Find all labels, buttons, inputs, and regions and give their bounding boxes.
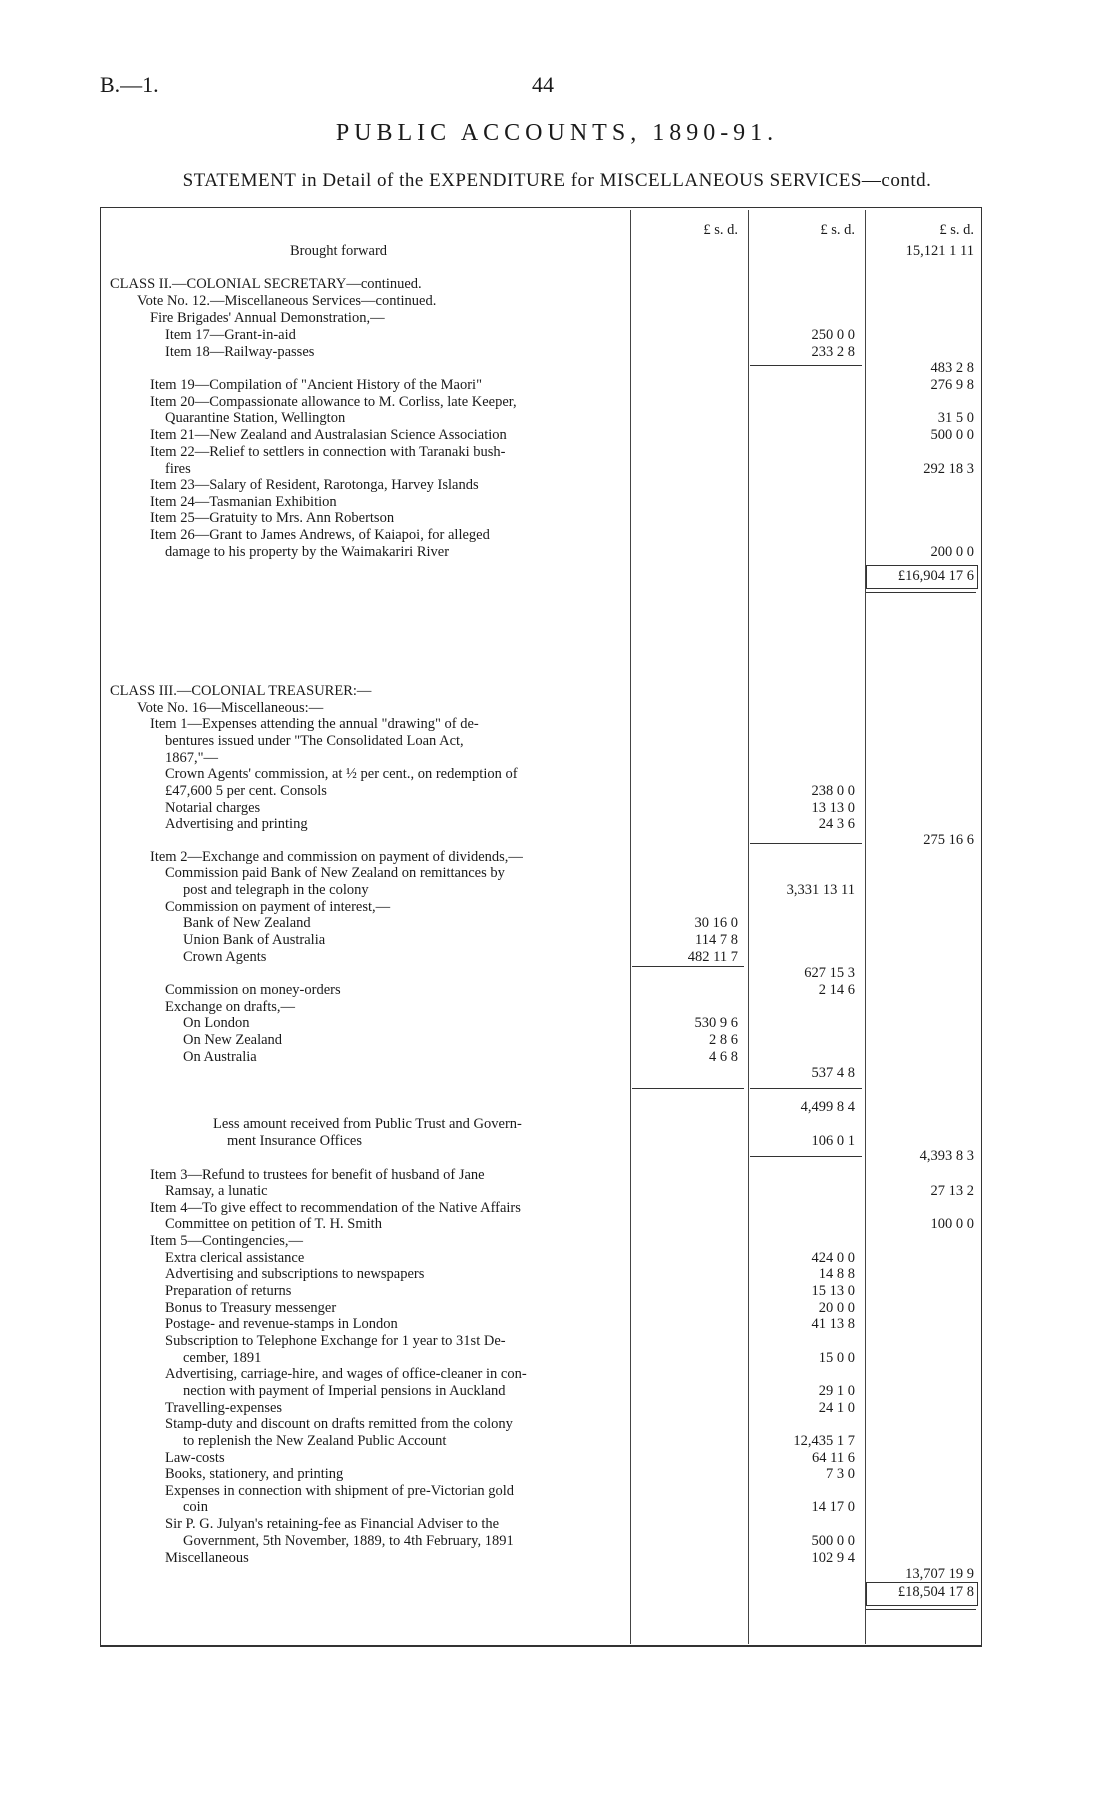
amount-c3: 200 0 0: [930, 544, 974, 560]
amount-c2: 15 0 0: [818, 1350, 855, 1366]
amount-c2: 64 11 6: [812, 1450, 855, 1466]
column-header: £ s. d.: [939, 222, 974, 238]
ledger-line-text: Advertising, carriage-hire, and wages of office-cleaner in con-: [165, 1366, 527, 1382]
page-number: 44: [532, 72, 554, 97]
ledger-line-text: coin: [183, 1499, 208, 1515]
ledger-line-text: Item 22—Relief to settlers in connection with Taranaki bush-: [150, 444, 506, 460]
ledger-line-text: Item 2—Exchange and commission on payment of dividends,—: [150, 849, 523, 865]
amount-c3: 31 5 0: [937, 410, 974, 426]
amount-c2: 424 0 0: [811, 1250, 855, 1266]
ledger-line-text: Less amount received from Public Trust and Govern-: [213, 1116, 522, 1132]
total-box: [866, 565, 978, 589]
rule-line: [866, 1609, 976, 1610]
ledger-line-text: Crown Agents: [183, 949, 267, 965]
ledger-line-text: CLASS II.—COLONIAL SECRETARY—continued.: [110, 276, 422, 292]
amount-c2: 500 0 0: [811, 1533, 855, 1549]
amount-c1: 2 8 6: [709, 1032, 738, 1048]
document-code: B.—1.: [100, 72, 159, 97]
amount-c3: 100 0 0: [930, 1216, 974, 1232]
ledger-line-text: £47,600 5 per cent. Consols: [165, 783, 327, 799]
ledger-line-text: Books, stationery, and printing: [165, 1466, 344, 1482]
rule-line: [632, 966, 744, 967]
statement-subtitle: STATEMENT in Detail of the EXPENDITURE for MISCELLANEOUS SERVICES—contd.: [182, 170, 932, 191]
ledger-line-text: nection with payment of Imperial pensions in Auckland: [183, 1383, 506, 1399]
rule-line: [750, 1156, 862, 1157]
amount-c3: 15,121 1 11: [905, 243, 974, 259]
column-header: £ s. d.: [703, 222, 738, 238]
ledger-line-text: CLASS III.—COLONIAL TREASURER:—: [110, 683, 372, 699]
ledger-line-text: 1867,"—: [165, 750, 219, 766]
amount-c2: 13 13 0: [811, 800, 855, 816]
amount-c3: £16,904 17 6: [897, 568, 974, 584]
amount-c3: 13,707 19 9: [905, 1566, 974, 1582]
ledger-line-text: Union Bank of Australia: [183, 932, 326, 948]
ledger-line-text: Bonus to Treasury messenger: [165, 1300, 337, 1316]
ledger-line-text: Fire Brigades' Annual Demonstration,—: [150, 310, 385, 326]
ledger-line-text: Brought forward: [290, 243, 388, 259]
rule-line: [866, 592, 976, 593]
amount-c3: 276 9 8: [930, 377, 974, 393]
ledger-line-text: Postage- and revenue-stamps in London: [165, 1316, 398, 1332]
ledger-line-text: Item 19—Compilation of "Ancient History of the Maori": [150, 377, 482, 393]
ledger-line-text: post and telegraph in the colony: [183, 882, 369, 898]
ledger-line-text: Stamp-duty and discount on drafts remitted from the colony: [165, 1416, 513, 1432]
ledger-line-text: damage to his property by the Waimakariri River: [165, 544, 450, 560]
rule-line: [632, 1088, 744, 1089]
amount-c2: 41 13 8: [811, 1316, 855, 1332]
ledger-line-text: Miscellaneous: [165, 1550, 249, 1566]
amount-c2: 250 0 0: [811, 327, 855, 343]
amount-c2: 106 0 1: [811, 1133, 855, 1149]
ledger-line-text: cember, 1891: [183, 1350, 262, 1366]
ledger-line-text: Travelling-expenses: [165, 1400, 283, 1416]
amount-c3: £18,504 17 8: [897, 1584, 974, 1600]
amount-c1: 482 11 7: [687, 949, 738, 965]
page-title: PUBLIC ACCOUNTS, 1890-91.: [335, 120, 779, 146]
ledger-line-text: fires: [165, 461, 191, 477]
amount-c2: 20 0 0: [818, 1300, 855, 1316]
ledger-line-text: On New Zealand: [183, 1032, 283, 1048]
amount-c3: 275 16 6: [923, 832, 974, 848]
amount-c3: 500 0 0: [930, 427, 974, 443]
ledger-line-text: Item 21—New Zealand and Australasian Science Association: [150, 427, 507, 443]
rule-line: [750, 843, 862, 844]
amount-c2: 15 13 0: [811, 1283, 855, 1299]
column-header: £ s. d.: [820, 222, 855, 238]
amount-c2: 24 3 6: [818, 816, 855, 832]
ledger-line-text: Item 24—Tasmanian Exhibition: [150, 494, 337, 510]
ledger-line-text: Exchange on drafts,—: [165, 999, 296, 1015]
ledger-line-text: Item 17—Grant-in-aid: [165, 327, 296, 343]
amount-c2: 233 2 8: [811, 344, 855, 360]
ledger-line-text: Bank of New Zealand: [183, 915, 311, 931]
ledger-line-text: Law-costs: [165, 1450, 225, 1466]
amount-c2: 102 9 4: [811, 1550, 855, 1566]
amount-c2: 3,331 13 11: [786, 882, 855, 898]
ledger-line-text: Sir P. G. Julyan's retaining-fee as Financial Adviser to the: [165, 1516, 500, 1532]
ledger-line-text: Committee on petition of T. H. Smith: [165, 1216, 382, 1232]
rule-line: [750, 365, 862, 366]
amount-c1: 530 9 6: [694, 1015, 738, 1031]
ledger-line-text: Item 26—Grant to James Andrews, of Kaiapoi, for alleged: [150, 527, 490, 543]
ledger-line-text: Item 1—Expenses attending the annual "drawing" of de-: [150, 716, 479, 732]
ledger-line-text: ment Insurance Offices: [227, 1133, 363, 1149]
amount-c2: 238 0 0: [811, 783, 855, 799]
ledger-line-text: Extra clerical assistance: [165, 1250, 305, 1266]
ledger-line-text: Commission on payment of interest,—: [165, 899, 391, 915]
ledger-line-text: Preparation of returns: [165, 1283, 292, 1299]
ledger-line-text: Item 25—Gratuity to Mrs. Ann Robertson: [150, 510, 395, 526]
amount-c1: 30 16 0: [694, 915, 738, 931]
ledger-line-text: bentures issued under "The Consolidated Loan Act,: [165, 733, 464, 749]
ledger-line-text: Vote No. 12.—Miscellaneous Services—continued.: [137, 293, 437, 309]
amount-c2: 627 15 3: [804, 965, 855, 981]
amount-c2: 4,499 8 4: [800, 1099, 855, 1115]
amount-c3: 292 18 3: [923, 461, 974, 477]
ledger-line-text: Item 3—Refund to trustees for benefit of husband of Jane: [150, 1167, 485, 1183]
ledger-line-text: Quarantine Station, Wellington: [165, 410, 346, 426]
ledger-line-text: On London: [183, 1015, 250, 1031]
rule-line: [750, 1088, 862, 1089]
ledger-line-text: Notarial charges: [165, 800, 261, 816]
column-divider: [748, 210, 749, 1644]
amount-c1: 4 6 8: [709, 1049, 738, 1065]
ledger-line-text: Government, 5th November, 1889, to 4th February, 1891: [183, 1533, 514, 1549]
ledger-line-text: Item 18—Railway-passes: [165, 344, 315, 360]
amount-c2: 2 14 6: [818, 982, 855, 998]
ledger-line-text: Item 4—To give effect to recommendation of the Native Affairs: [150, 1200, 521, 1216]
ledger-line-text: Commission paid Bank of New Zealand on remittances by: [165, 865, 505, 881]
ledger-line-text: Advertising and subscriptions to newspapers: [165, 1266, 425, 1282]
ledger-line-text: to replenish the New Zealand Public Account: [183, 1433, 447, 1449]
ledger-line-text: Advertising and printing: [165, 816, 308, 832]
amount-c3: 4,393 8 3: [919, 1148, 974, 1164]
amount-c2: 14 17 0: [811, 1499, 855, 1515]
amount-c2: 7 3 0: [826, 1466, 855, 1482]
ledger-line-text: Expenses in connection with shipment of pre-Victorian gold: [165, 1483, 515, 1499]
ledger-line-text: Vote No. 16—Miscellaneous:—: [137, 700, 324, 716]
amount-c3: 27 13 2: [930, 1183, 974, 1199]
amount-c2: 537 4 8: [811, 1065, 855, 1081]
ledger-line-text: Ramsay, a lunatic: [165, 1183, 268, 1199]
amount-c2: 12,435 1 7: [793, 1433, 855, 1449]
amount-c2: 29 1 0: [818, 1383, 855, 1399]
amount-c2: 24 1 0: [818, 1400, 855, 1416]
ledger-line-text: On Australia: [183, 1049, 257, 1065]
ledger-line-text: Item 23—Salary of Resident, Rarotonga, Harvey Islands: [150, 477, 479, 493]
amount-c1: 114 7 8: [695, 932, 738, 948]
amount-c2: 14 8 8: [818, 1266, 855, 1282]
ledger-line-text: Crown Agents' commission, at ½ per cent., on redemption of: [165, 766, 518, 782]
ledger-line-text: Item 20—Compassionate allowance to M. Corliss, late Keeper,: [150, 394, 517, 410]
total-box: [866, 1582, 978, 1606]
ledger-line-text: Commission on money-orders: [165, 982, 341, 998]
ledger-line-text: Item 5—Contingencies,—: [150, 1233, 304, 1249]
amount-c3: 483 2 8: [930, 360, 974, 376]
ledger-line-text: Subscription to Telephone Exchange for 1 year to 31st De-: [165, 1333, 506, 1349]
